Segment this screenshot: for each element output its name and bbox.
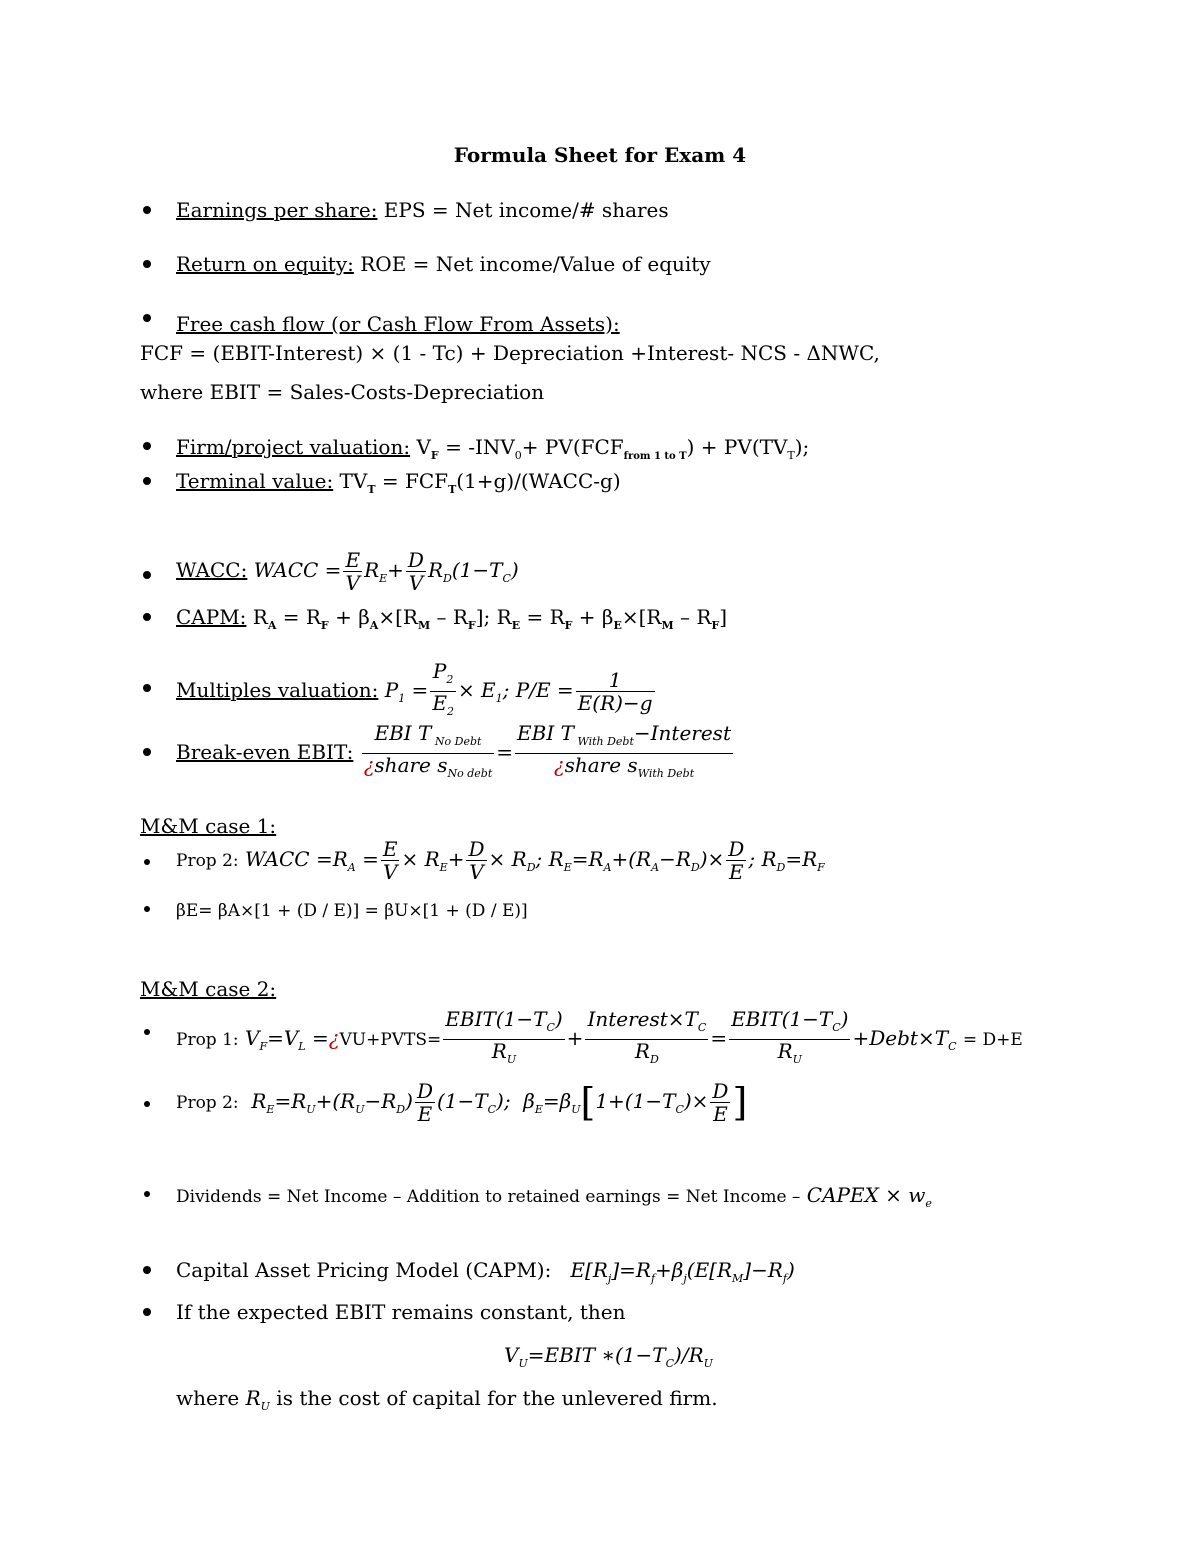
mm2-prop1-line (176, 1008, 1023, 1071)
eps-label: Earnings per share: (176, 198, 378, 222)
where-pre: where (176, 1386, 240, 1410)
valuation-close: ); (794, 435, 810, 459)
mm1-beta-line: βE= βA×[1 + (D / E)] = βU×[1 + (D / E)] (176, 901, 528, 921)
mm2-prop1-label: Prop 1: (176, 1030, 239, 1050)
roe-formula: ROE = Net income/Value of equity (360, 252, 711, 276)
dividends-text: Dividends = Net Income – Addition to retained earnings = Net Income – (176, 1187, 801, 1207)
terminal-label: Terminal value: (176, 469, 334, 493)
capm-label: CAPM: (176, 605, 247, 629)
bullet-ebit-const (143, 1308, 151, 1316)
terminal-eq: = FCF (375, 469, 449, 493)
eps-formula: EPS = Net income/# shares (383, 198, 669, 222)
breakeven-line (176, 722, 735, 785)
bullet-eps (143, 206, 151, 214)
bullet-multiples (143, 684, 151, 692)
ebit-const-where-line (176, 1385, 718, 1420)
terminal-tv: TV (339, 469, 368, 493)
valuation-label: Firm/project valuation: (176, 435, 411, 459)
bullet-fcf (143, 314, 151, 322)
roe-label: Return on equity: (176, 252, 354, 276)
valuation-mid: = -INV (438, 435, 515, 459)
terminal-line (176, 468, 621, 503)
capm-full-formula: $E[R_j]=R_f+\beta_j(E[R_M]-R_f)$ (557, 1258, 795, 1285)
bullet-capm (143, 613, 151, 621)
wacc-line (176, 549, 519, 594)
terminal-sub-t: T (367, 483, 376, 496)
fcf-formula: FCF = (EBIT-Interest) × (1 - Tc) + Depreciation +Interest- NCS - ΔNWC, (140, 341, 880, 365)
mm1-prop2-line (176, 838, 825, 883)
valuation-sub-t: T (787, 449, 795, 462)
vu-formula: $V_U=EBIT$ $∗(1-T_C)/R_U$ (504, 1343, 713, 1370)
capm-line (176, 604, 727, 639)
valuation-sub-f: F (430, 449, 439, 462)
wacc-label: WACC: (176, 558, 248, 582)
valuation-pv: + PV(FCF (521, 435, 624, 459)
mm1-prop2-label: Prop 2: (176, 851, 239, 871)
breakeven-formula: $\frac{EBI T _{No Debt}}{¿share s_{No debt}}$ = $\frac{EBI T _{With Debt}-Interest}{¿share s_{With Debt}}$ (363, 721, 731, 780)
bullet-mm1-beta (144, 906, 150, 912)
mm2-prop1-end: = D+E (962, 1030, 1023, 1050)
mm1-heading: M&M case 1: (140, 814, 277, 838)
eps-line (176, 197, 669, 223)
where-post: is the cost of capital for the unlevered firm. (276, 1386, 718, 1410)
ru-symbol: $R_U$ (245, 1386, 270, 1413)
terminal-sub-t2: T (448, 483, 457, 496)
valuation-sub-0: 0 (514, 449, 522, 462)
bullet-roe (143, 260, 151, 268)
capm-full-line (176, 1257, 795, 1292)
mm2-prop2-formula: $R_E=R_U+(R_U-R_D)$ $\frac{D}{E}$ $(1-T_C)$; $\beta_E=\beta_U[1+(1-T_C)\times$ $\frac{D}{E}$ ] (245, 1079, 748, 1126)
bullet-breakeven (143, 748, 151, 756)
breakeven-label: Break-even EBIT: (176, 740, 354, 764)
bullet-dividends (144, 1191, 150, 1197)
roe-line (176, 251, 711, 277)
mm2-prop2-label: Prop 2: (176, 1093, 239, 1113)
valuation-sub-range: from 1 to T (623, 451, 687, 462)
mm2-prop1-formula-b: $\frac{EBIT(1-T_C)}{R_U}$ + $\frac{Interest\times T_C}{R_D}$ = $\frac{EBIT(1-T_C)}{R_U}$ $+Debt\times T_C$ (445, 1007, 957, 1066)
bullet-mm1-prop2 (144, 859, 150, 865)
wacc-formula: WACC = $\frac{E}{V}$ $R_E+$ $\frac{D}{V}$ $R_D(1-T_C)$ (253, 548, 519, 595)
capm-formula: $R_A = R_F + \beta_A\times[R_M - R_F]$; $R_E = R_F + \beta_E\times[R_M - R_F]$ (252, 605, 728, 632)
multiples-line (176, 660, 657, 723)
fcf-where: where EBIT = Sales-Costs-Depreciation (140, 380, 545, 404)
multiples-formula: $P_1$ = $\frac{P_2}{E_2}$ × $E_1$; P/E = $\frac{1}{E(R)-g}$ (384, 659, 653, 718)
terminal-rest: (1+g)/(WACC-g) (456, 469, 621, 493)
bullet-valuation (143, 442, 151, 450)
mm2-heading: M&M case 2: (140, 977, 277, 1001)
valuation-v: V (416, 435, 431, 459)
bullet-mm2-prop2 (144, 1101, 150, 1107)
valuation-line (176, 434, 809, 470)
page-title: Formula Sheet for Exam 4 (453, 143, 747, 167)
bullet-terminal (143, 477, 151, 485)
mm2-prop1-mid: VU+PVTS= (339, 1030, 442, 1050)
capm-full-label: Capital Asset Pricing Model (CAPM): (176, 1258, 552, 1282)
bullet-mm2-prop1 (144, 1029, 150, 1035)
multiples-label: Multiples valuation: (176, 678, 379, 702)
dividends-line (176, 1182, 932, 1217)
bullet-wacc (143, 571, 151, 579)
fcf-label: Free cash flow (or Cash Flow From Assets): (176, 312, 620, 336)
mm1-prop2-formula: WACC $=R_A$ = $\frac{E}{V}$ × $R_E+$ $\frac{D}{V}$ × $R_D$; $R_E=R_A+(R_A-R_D)\times$ $\frac{D}{E}$ ; $R_D=R_F$ (245, 837, 825, 884)
ebit-const-text: If the expected EBIT remains constant, then (176, 1300, 626, 1324)
bullet-capm-full (143, 1266, 151, 1274)
dividends-formula: CAPEX × $w_e$ (806, 1183, 932, 1210)
mm2-prop1-formula-a: $V_F=V_L$ =¿ (245, 1026, 340, 1053)
mm2-prop2-line (176, 1080, 747, 1125)
valuation-end: ) + PV(TV (686, 435, 788, 459)
